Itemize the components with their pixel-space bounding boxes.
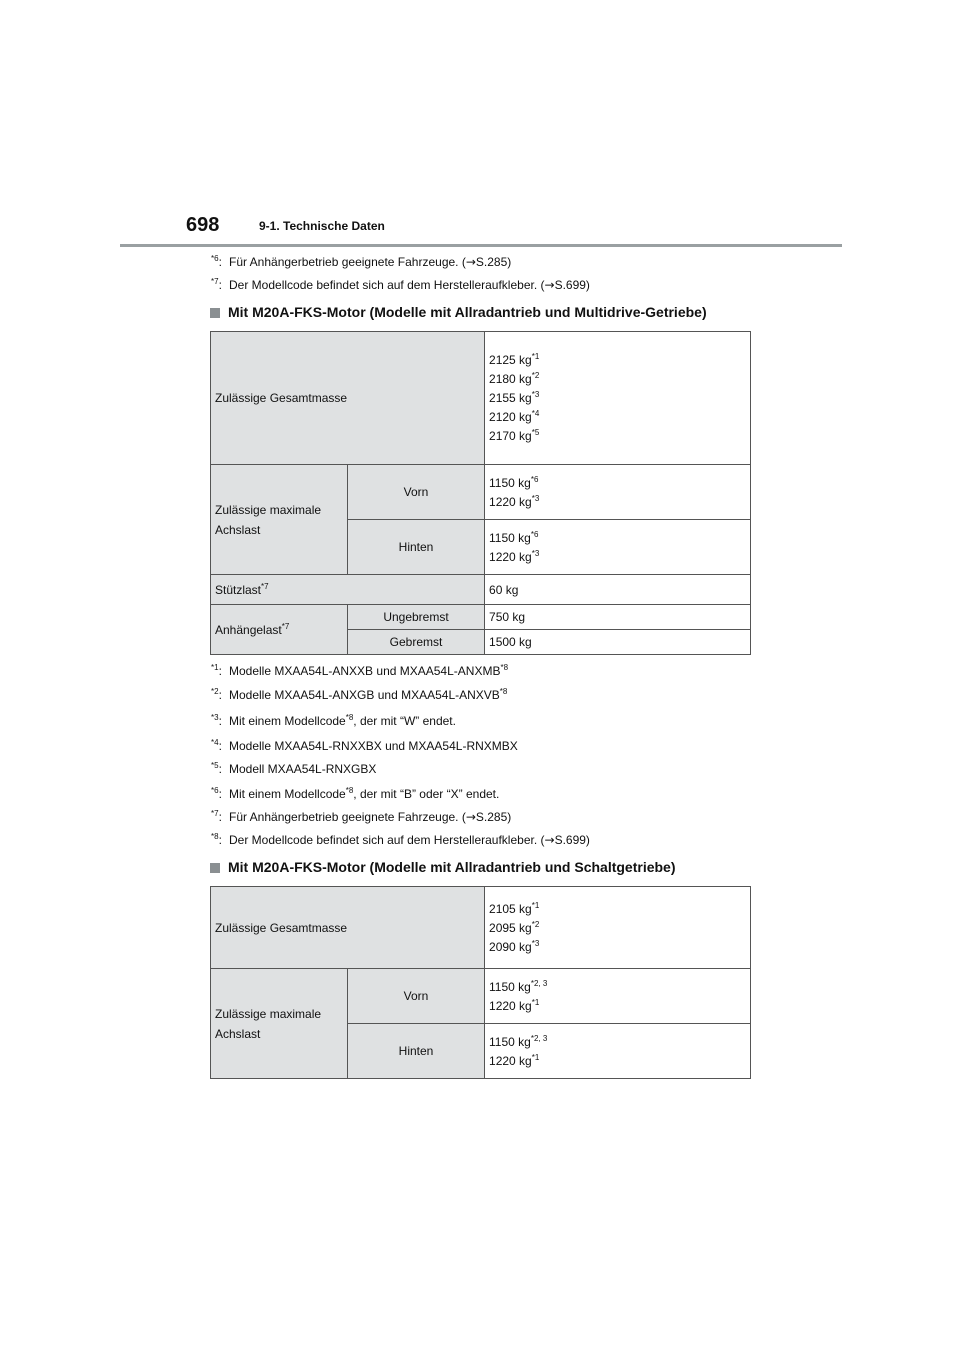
footnote-2: $^{*2}$: Modelle MXAA54L-ANXGB und MXAA54L-ANXVB$^{*8}$ [211, 687, 508, 702]
footnote-1: $^{*1}$: Modelle MXAA54L-ANXXB und MXAA54L-ANXMB$^{*8}$ [211, 663, 509, 678]
hinten-values: 1150 kg$^{*2, 3}$ 1220 $kg^{*1}$ [485, 1024, 751, 1079]
footnote-4: $^{*4}$: Modelle MXAA54L-RNXXBX und MXAA54L-RNXMBX [211, 738, 518, 753]
table-row [211, 465, 751, 520]
spec-table-multidrive [210, 331, 751, 655]
table-row [211, 605, 751, 630]
page-ref-link[interactable]: S.699 [554, 278, 586, 292]
arrow-icon: → [544, 833, 555, 847]
hinten-label: Hinten [348, 520, 485, 575]
footnote-6: $^{*6}$: Mit einem Modellcode$^{*8}$, der mit “B” oder “X” endet. [211, 786, 500, 801]
page-number: 698 [186, 214, 220, 236]
gesamtmasse-values: 2105 $kg^{*1}$ 2095 $kg^{*2}$ 2090 $kg^{*3}$ [485, 887, 751, 969]
table-row [211, 969, 751, 1024]
ungebremst-value: 750 kg [485, 605, 751, 630]
anhaengelast-label: Anhängelast$^{*7}$ [211, 605, 348, 655]
arrow-icon: → [465, 810, 476, 824]
stuetzlast-value: 60 kg [485, 575, 751, 605]
gebremst-value: 1500 kg [485, 630, 751, 655]
gesamtmasse-label: Zulässige Gesamtmasse [211, 887, 485, 969]
table-row [211, 887, 751, 969]
footnote-3: $^{*3}$: Mit einem Modellcode$^{*8}$, der mit “W” endet. [211, 713, 456, 728]
achslast-label: Zulässige maximale Achslast [211, 969, 348, 1079]
section-heading-multidrive: Mit M20A-FKS-Motor (Modelle mit Allradantrieb und Multidrive-Getriebe) [210, 304, 707, 320]
gebremst-label: Gebremst [348, 630, 485, 655]
hinten-values: 1150 $kg^{*6}$ 1220 $kg^{*3}$ [485, 520, 751, 575]
gesamtmasse-label: Zulässige Gesamtmasse [211, 332, 485, 465]
vorn-label: Vorn [348, 465, 485, 520]
stuetzlast-label: Stützlast$^{*7}$ [211, 575, 485, 605]
section-heading-schaltgetriebe: Mit M20A-FKS-Motor (Modelle mit Allradantrieb und Schaltgetriebe) [210, 859, 676, 875]
square-bullet-icon [210, 863, 220, 873]
header-divider [120, 244, 842, 247]
table-row [211, 332, 751, 465]
table-row [211, 575, 751, 605]
arrow-icon: → [544, 278, 555, 292]
page-ref-link[interactable]: S.699 [554, 833, 586, 847]
vorn-label: Vorn [348, 969, 485, 1024]
vorn-values: 1150 kg$^{*2, 3}$ 1220 $kg^{*1}$ [485, 969, 751, 1024]
arrow-icon: → [465, 255, 476, 269]
page-ref-link[interactable]: S.285 [475, 255, 508, 269]
footnote-6-top: $^{*6}$: Für Anhängerbetrieb geeignete Fahrzeuge. (→S.285) [211, 254, 512, 269]
ungebremst-label: Ungebremst [348, 605, 485, 630]
hinten-label: Hinten [348, 1024, 485, 1079]
footnote-7-top: $^{*7}$: Der Modellcode befindet sich auf dem Herstelleraufkleber. (→S.699) [211, 277, 590, 292]
footnote-5: $^{*5}$: Modell MXAA54L-RNXGBX [211, 761, 377, 776]
spec-table-schaltgetriebe [210, 886, 751, 1079]
footnote-8: $^{*8}$: Der Modellcode befindet sich auf dem Herstelleraufkleber. (→S.699) [211, 832, 590, 847]
square-bullet-icon [210, 308, 220, 318]
section-title: 9-1. Technische Daten [259, 219, 385, 233]
achslast-label: Zulässige maximale Achslast [211, 465, 348, 575]
gesamtmasse-values: 2125 $kg^{*1}$ 2180 $kg^{*2}$ 2155 $kg^{*3}$ 2120 $kg^{*4}$ 2170 $kg^{*5}$ [485, 332, 751, 465]
page-ref-link[interactable]: S.285 [475, 810, 508, 824]
footnote-7: $^{*7}$: Für Anhängerbetrieb geeignete Fahrzeuge. (→S.285) [211, 809, 512, 824]
vorn-values: 1150 $kg^{*6}$ 1220 $kg^{*3}$ [485, 465, 751, 520]
